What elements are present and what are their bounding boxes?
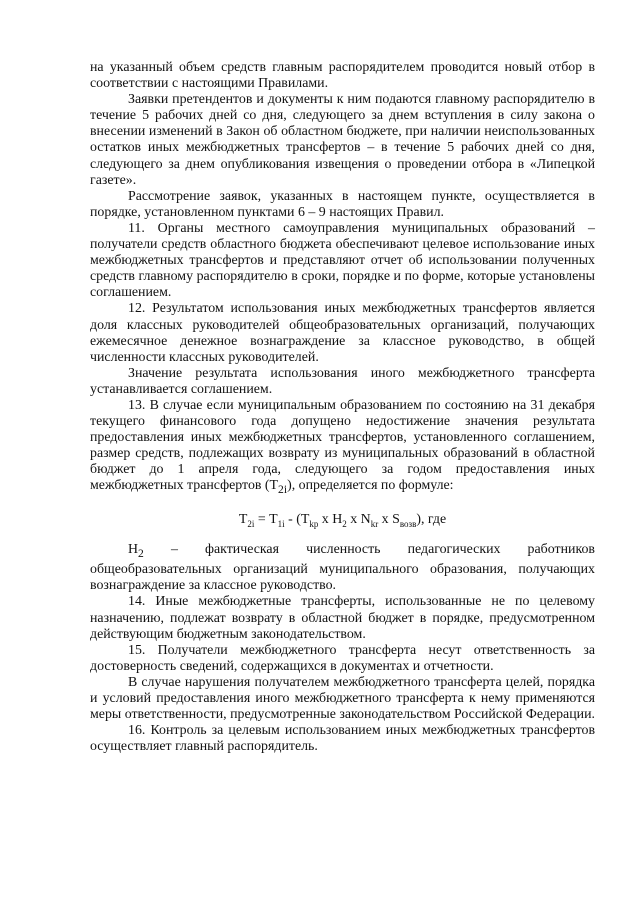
paragraph: 14. Иные межбюджетные трансферты, использованные не по целевому назначению, подлежат возврату в областной бюджет в порядке, предусмотренном действующим бюджетным законодательством. — [90, 594, 595, 642]
h2-definition — [90, 542, 595, 594]
formula — [90, 512, 595, 528]
paragraph: на указанный объем средств главным распорядителем проводится новый отбор в соответствии с настоящими Правилами. — [90, 60, 595, 92]
paragraph: 16. Контроль за целевым использованием иных межбюджетных трансфертов осуществляет главный распорядитель. — [90, 723, 595, 755]
paragraph-13-tail: ), определяется по формуле: — [287, 478, 454, 494]
paragraph-13 — [90, 398, 595, 498]
formula-t2-sub: 2i — [247, 519, 255, 530]
h2-sub: 2 — [138, 547, 144, 561]
formula-s-sub: возв — [399, 519, 417, 530]
formula-n-sub: kr — [370, 519, 379, 530]
paragraph: В случае нарушения получателем межбюджетного трансферта целей, порядка и условий предоставления иного межбюджетного трансферта к нему применяются меры ответственности, предусмотренные законодательством Российской Федерации. — [90, 674, 595, 723]
formula-n: х N — [346, 512, 371, 528]
formula-h: х Н — [318, 512, 343, 528]
formula-t2: Т — [238, 512, 248, 528]
paragraph: 15. Получатели межбюджетного трансферта несут ответственность за достоверность сведений, содержащихся в документах и отчетности. — [90, 642, 595, 674]
document-page — [90, 60, 595, 755]
formula-tkr-sub: kр — [309, 519, 319, 530]
paragraph: 11. Органы местного самоуправления муниципальных образований – получатели средств областного бюджета обеспечивают целевое использование иных межбюджетных трансфертов и представляют отчет об использовании полученных средств главному распорядителю в сроки, порядке и по форме, которые установлены соглашением. — [90, 220, 595, 301]
paragraph: Значение результата использования иного межбюджетного трансферта устанавливается соглашением. — [90, 365, 595, 397]
formula-h-sub: 2 — [342, 519, 347, 530]
formula-eq: = Т — [254, 512, 278, 528]
formula-tkr: - (Т — [284, 512, 310, 528]
paragraph-13-sub: 2i — [278, 483, 288, 497]
paragraphs-after — [90, 594, 595, 755]
formula-t1-sub: 1i — [277, 519, 285, 530]
paragraph: Рассмотрение заявок, указанных в настоящем пункте, осуществляется в порядке, установленном пунктами 6 – 9 настоящих Правил. — [90, 188, 595, 220]
h2-symbol: Н — [128, 542, 139, 558]
formula-end: ), где — [416, 512, 447, 528]
h2-text: – фактическая численность педагогических работников общеобразовательных организаций муниципального образования, получающих вознаграждение за классное руководство. — [90, 542, 595, 594]
paragraph-13-text: 13. В случае если муниципальным образованием по состоянию на 31 декабря текущего финансового года допущено недостижение значения результата предоставления иных межбюджетных трансфертов, установленного соглашением, размер средств, подлежащих возврату из муниципальных образований в областной бюджет до 1 апреля года, следующего за годом предоставления иных межбюджетных трансфертов (Т — [90, 397, 595, 494]
formula-s: х S — [378, 512, 400, 528]
paragraph: Заявки претендентов и документы к ним подаются главному распорядителю в течение 5 рабочих дней со дня, следующего за днем вступления в силу закона о внесении изменений в Закон об областном бюджете, при наличии неиспользованных остатков иных межбюджетных трансфертов – в течение 5 рабочих дней со дня, следующего за днем опубликования извещения о проведении отбора в «Липецкой газете». — [90, 92, 595, 188]
paragraphs-before — [90, 60, 595, 398]
paragraph: 12. Результатом использования иных межбюджетных трансфертов является доля классных руководителей общеобразовательных организаций, получающих ежемесячное денежное вознаграждение за классное руководство, в общей численности классных руководителей. — [90, 301, 595, 365]
